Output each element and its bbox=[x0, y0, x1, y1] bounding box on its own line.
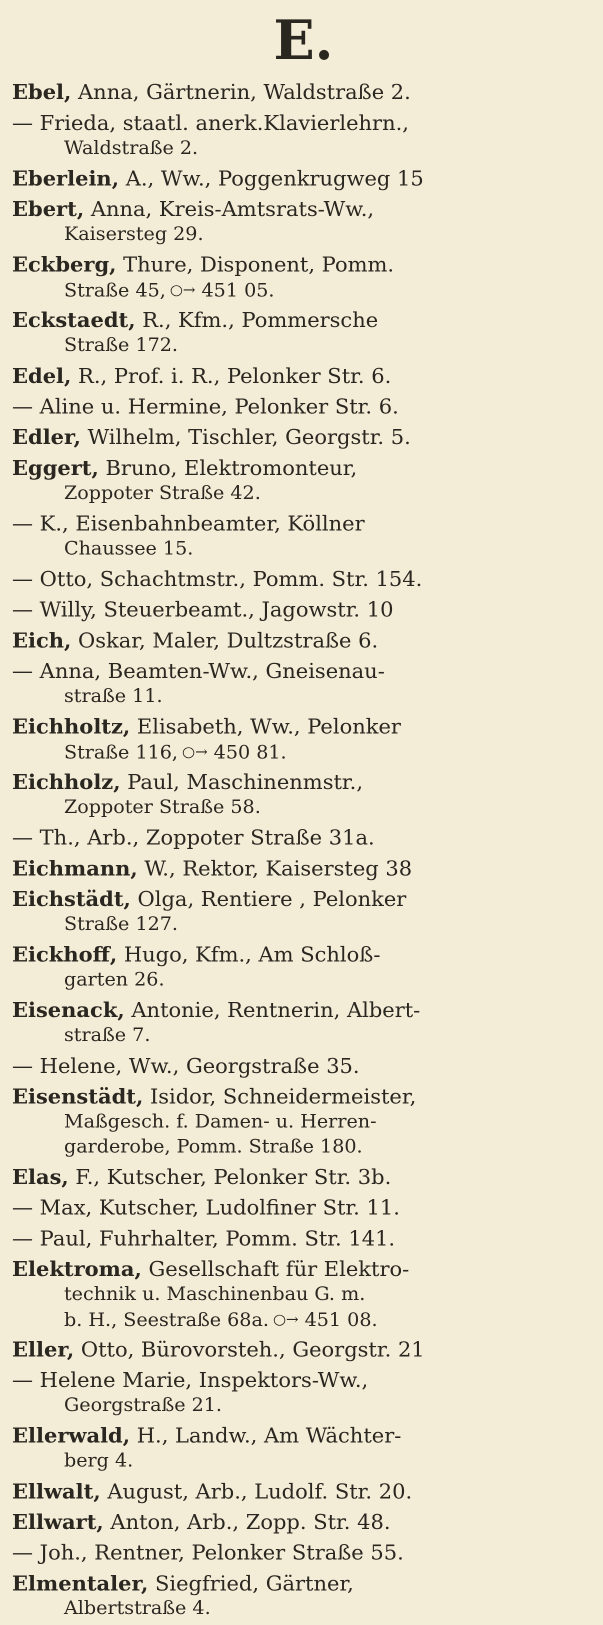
entry-text: F., Kutscher, Pelonker Str. 3b. bbox=[68, 1165, 392, 1189]
entry-first-line bbox=[12, 998, 595, 1023]
entry-surname: Eller, bbox=[12, 1337, 75, 1362]
entry-first-line bbox=[12, 1510, 595, 1535]
entry-continuation-line bbox=[12, 136, 595, 161]
directory-entry bbox=[12, 111, 595, 161]
entry-text: technik u. Maschinenbau G. m. bbox=[64, 1282, 366, 1305]
directory-entry bbox=[12, 1540, 595, 1565]
directory-entry bbox=[12, 1195, 595, 1220]
entry-text: Gesellschaft für Elektro- bbox=[141, 1257, 410, 1281]
entry-text: berg 4. bbox=[64, 1449, 134, 1472]
entry-text: Kaisersteg 29. bbox=[64, 222, 204, 245]
entry-first-line bbox=[12, 456, 595, 481]
entry-text: Straße 45, bbox=[64, 279, 166, 302]
entry-text: b. H., Seestraße 68a. bbox=[64, 1308, 269, 1331]
entry-text: Anna, Gärtnerin, Waldstraße 2. bbox=[71, 80, 411, 104]
entry-text: — Frieda, staatl. anerk.Klavierlehrn., bbox=[12, 111, 409, 135]
entry-first-line bbox=[12, 394, 595, 419]
entry-text: garten 26. bbox=[64, 968, 165, 991]
entry-surname: Eichmann, bbox=[12, 856, 138, 881]
entry-continuation-line bbox=[12, 795, 595, 820]
entry-first-line bbox=[12, 1226, 595, 1251]
entry-list bbox=[12, 80, 595, 1621]
entry-first-line bbox=[12, 1368, 595, 1393]
entry-continuation-line bbox=[12, 1282, 595, 1307]
entry-first-line bbox=[12, 1424, 595, 1449]
entry-text: — Aline u. Hermine, Pelonker Str. 6. bbox=[12, 395, 399, 419]
entry-first-line bbox=[12, 111, 595, 136]
section-letter-heading: E. bbox=[273, 8, 334, 72]
entry-text: Oskar, Maler, Dultzstraße 6. bbox=[71, 629, 379, 653]
entry-text: straße 11. bbox=[64, 684, 163, 707]
entry-text: Otto, Bürovorsteh., Georgstr. 21 bbox=[74, 1338, 425, 1362]
entry-surname: Eich, bbox=[12, 628, 72, 653]
entry-first-line bbox=[12, 1479, 595, 1504]
telephone-arrow-icon: ○→ bbox=[182, 743, 208, 761]
directory-entry bbox=[12, 456, 595, 506]
entry-first-line bbox=[12, 1165, 595, 1190]
entry-first-line bbox=[12, 364, 595, 389]
entry-text: H., Landw., Am Wächter- bbox=[130, 1424, 402, 1448]
entry-first-line bbox=[12, 714, 595, 739]
entry-first-line bbox=[12, 1084, 595, 1109]
entry-text: Albertstraße 4. bbox=[64, 1596, 211, 1620]
entry-first-line bbox=[12, 511, 595, 536]
directory-entry bbox=[12, 998, 595, 1048]
entry-text: Anna, Kreis-Amtsrats-Ww., bbox=[84, 197, 375, 221]
entry-surname: Ellwart, bbox=[12, 1509, 104, 1534]
directory-entry bbox=[12, 394, 595, 419]
phone-number: 451 08. bbox=[304, 1308, 378, 1331]
directory-entry bbox=[12, 1226, 595, 1251]
entry-first-line bbox=[12, 770, 595, 795]
entry-continuation-line bbox=[12, 1109, 595, 1134]
entry-text: August, Arb., Ludolf. Str. 20. bbox=[100, 1480, 413, 1504]
entry-first-line bbox=[12, 1257, 595, 1282]
entry-surname: Eisenstädt, bbox=[12, 1084, 144, 1109]
directory-entry bbox=[12, 308, 595, 358]
entry-first-line bbox=[12, 942, 595, 967]
entry-surname: Eichholz, bbox=[12, 769, 121, 794]
directory-entry bbox=[12, 166, 595, 191]
directory-entry bbox=[12, 80, 595, 105]
directory-entry bbox=[12, 1368, 595, 1418]
entry-text: Maßgesch. f. Damen- u. Herren- bbox=[64, 1110, 377, 1133]
entry-continuation-line bbox=[12, 1307, 595, 1332]
entry-surname: Eickhoff, bbox=[12, 942, 118, 967]
entry-surname: Eberlein, bbox=[12, 166, 120, 191]
entry-continuation-line bbox=[12, 739, 595, 764]
entry-continuation-line bbox=[12, 1134, 595, 1159]
entry-text: — Joh., Rentner, Pelonker Straße 55. bbox=[12, 1541, 404, 1565]
directory-entry bbox=[12, 567, 595, 592]
entry-text: Georgstraße 21. bbox=[64, 1393, 222, 1416]
entry-text: Straße 172. bbox=[64, 333, 178, 356]
entry-text: R., Kfm., Pommersche bbox=[135, 309, 379, 333]
entry-text: straße 7. bbox=[64, 1023, 151, 1046]
entry-text: — Helene, Ww., Georgstraße 35. bbox=[12, 1054, 360, 1078]
telephone-arrow-icon: ○→ bbox=[272, 1310, 299, 1328]
entry-first-line bbox=[12, 1337, 595, 1362]
entry-first-line bbox=[12, 80, 595, 105]
entry-surname: Ebel, bbox=[12, 80, 72, 104]
entry-surname: Eggert, bbox=[12, 455, 99, 480]
entry-first-line bbox=[12, 887, 595, 912]
entry-surname: Elmentaler, bbox=[12, 1571, 149, 1596]
entry-continuation-line bbox=[12, 1393, 595, 1418]
phone-number: 451 05. bbox=[201, 279, 275, 302]
entry-text: Bruno, Elektromonteur, bbox=[98, 456, 358, 480]
entry-continuation-line bbox=[12, 1596, 595, 1621]
directory-entry bbox=[12, 1571, 595, 1621]
directory-entry bbox=[12, 628, 595, 653]
entry-text: Elisabeth, Ww., Pelonker bbox=[130, 715, 401, 739]
entry-surname: Eckstaedt, bbox=[12, 308, 136, 333]
directory-entry bbox=[12, 1084, 595, 1159]
entry-continuation-line bbox=[12, 967, 595, 992]
directory-entry bbox=[12, 252, 595, 302]
entry-first-line bbox=[12, 826, 595, 851]
entry-first-line bbox=[12, 425, 595, 450]
entry-first-line bbox=[12, 1195, 595, 1220]
entry-text: — Paul, Fuhrhalter, Pomm. Str. 141. bbox=[12, 1227, 396, 1251]
entry-continuation-line bbox=[12, 536, 595, 561]
entry-continuation-line bbox=[12, 912, 595, 937]
entry-text: Paul, Maschinenmstr., bbox=[120, 770, 363, 794]
entry-text: — Th., Arb., Zoppoter Straße 31a. bbox=[12, 826, 375, 850]
entry-text: W., Rektor, Kaisersteg 38 bbox=[137, 857, 413, 881]
directory-entry bbox=[12, 1054, 595, 1079]
entry-text: Anton, Arb., Zopp. Str. 48. bbox=[103, 1510, 391, 1534]
entry-text: Straße 127. bbox=[64, 912, 178, 935]
entry-first-line bbox=[12, 308, 595, 333]
entry-surname: Ellwalt, bbox=[12, 1479, 101, 1504]
entry-text: Isidor, Schneidermeister, bbox=[143, 1085, 417, 1109]
entry-first-line bbox=[12, 659, 595, 684]
directory-entry bbox=[12, 856, 595, 881]
entry-first-line bbox=[12, 856, 595, 881]
entry-text: Straße 116, bbox=[64, 741, 178, 764]
phone-number: 450 81. bbox=[213, 741, 287, 764]
entry-text: R., Prof. i. R., Pelonker Str. 6. bbox=[71, 364, 392, 388]
entry-continuation-line bbox=[12, 684, 595, 709]
entry-continuation-line bbox=[12, 1023, 595, 1048]
entry-surname: Ebert, bbox=[12, 196, 85, 221]
entry-continuation-line bbox=[12, 481, 595, 506]
entry-text: Siegfried, Gärtner, bbox=[148, 1572, 354, 1596]
directory-entry bbox=[12, 197, 595, 247]
directory-entry bbox=[12, 1165, 595, 1190]
entry-surname: Elektroma, bbox=[12, 1256, 142, 1281]
entry-first-line bbox=[12, 597, 595, 622]
entry-surname: Eisenack, bbox=[12, 998, 125, 1023]
entry-continuation-line bbox=[12, 222, 595, 247]
entry-first-line bbox=[12, 567, 595, 592]
directory-entry bbox=[12, 511, 595, 561]
entry-surname: Elas, bbox=[12, 1164, 69, 1189]
entry-first-line bbox=[12, 1571, 595, 1596]
entry-text: Waldstraße 2. bbox=[64, 136, 199, 159]
entry-first-line bbox=[12, 1054, 595, 1079]
entry-text: — K., Eisenbahnbeamter, Köllner bbox=[12, 512, 365, 536]
directory-entry bbox=[12, 770, 595, 820]
entry-text: Antonie, Rentnerin, Albert- bbox=[124, 999, 421, 1023]
entry-first-line bbox=[12, 197, 595, 222]
directory-entry bbox=[12, 1424, 595, 1474]
directory-entry bbox=[12, 887, 595, 937]
entry-text: — Helene Marie, Inspektors-Ww., bbox=[12, 1368, 369, 1392]
directory-entry bbox=[12, 364, 595, 389]
entry-first-line bbox=[12, 1540, 595, 1565]
entry-surname: Ellerwald, bbox=[12, 1423, 131, 1448]
entry-text: Zoppoter Straße 58. bbox=[64, 795, 261, 818]
entry-text: — Willy, Steuerbeamt., Jagowstr. 10 bbox=[12, 598, 394, 622]
entry-first-line bbox=[12, 252, 595, 277]
directory-entry bbox=[12, 1337, 595, 1362]
directory-entry bbox=[12, 1257, 595, 1332]
entry-text: — Max, Kutscher, Ludolfiner Str. 11. bbox=[12, 1196, 400, 1220]
entry-text: Thure, Disponent, Pomm. bbox=[116, 253, 395, 277]
entry-continuation-line bbox=[12, 333, 595, 358]
directory-entry bbox=[12, 826, 595, 851]
entry-first-line bbox=[12, 166, 595, 191]
directory-entry bbox=[12, 659, 595, 709]
directory-entry bbox=[12, 714, 595, 764]
entry-continuation-line bbox=[12, 1448, 595, 1473]
entry-text: Zoppoter Straße 42. bbox=[64, 481, 261, 504]
entry-text: A., Ww., Poggenkrugweg 15 bbox=[119, 167, 424, 191]
telephone-arrow-icon: ○→ bbox=[169, 281, 196, 299]
entry-text: Chaussee 15. bbox=[64, 537, 194, 560]
entry-first-line bbox=[12, 628, 595, 653]
entry-text: garderobe, Pomm. Straße 180. bbox=[64, 1135, 363, 1158]
directory-entry bbox=[12, 597, 595, 622]
entry-surname: Edler, bbox=[12, 424, 81, 449]
directory-entry bbox=[12, 1479, 595, 1504]
entry-text: — Otto, Schachtmstr., Pomm. Str. 154. bbox=[12, 567, 423, 591]
directory-entry bbox=[12, 425, 595, 450]
entry-surname: Eichstädt, bbox=[12, 886, 131, 911]
entry-surname: Edel, bbox=[12, 363, 72, 388]
entry-surname: Eckberg, bbox=[12, 252, 117, 277]
entry-continuation-line bbox=[12, 277, 595, 302]
entry-text: Wilhelm, Tischler, Georgstr. 5. bbox=[80, 425, 411, 449]
directory-entry bbox=[12, 942, 595, 992]
entry-text: — Anna, Beamten-Ww., Gneisenau- bbox=[12, 659, 385, 683]
entry-text: Hugo, Kfm., Am Schloß- bbox=[117, 943, 381, 967]
entry-text: Olga, Rentiere , Pelonker bbox=[130, 887, 407, 911]
entry-surname: Eichholtz, bbox=[12, 714, 131, 739]
directory-entry bbox=[12, 1510, 595, 1535]
